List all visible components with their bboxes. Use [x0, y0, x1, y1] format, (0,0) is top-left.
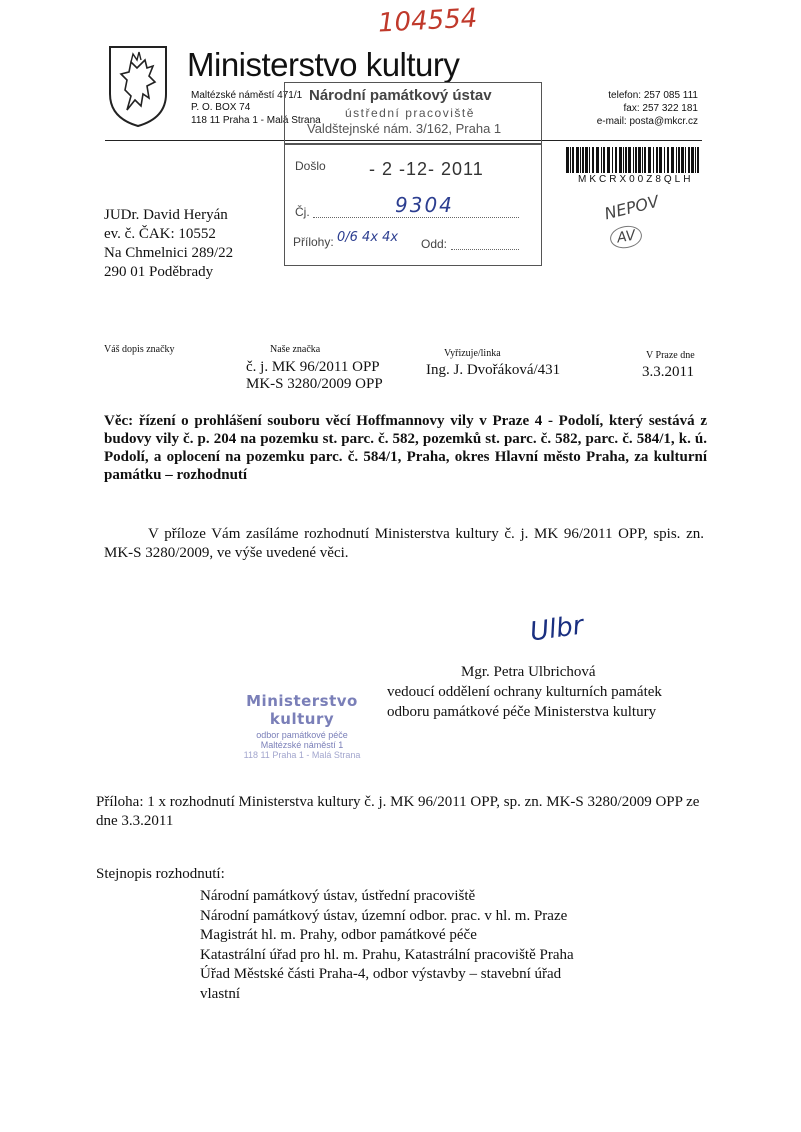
stamp-attachments-label: Přílohy:	[293, 235, 334, 249]
stamp-address: Valdštejnské nám. 3/162, Praha 1	[307, 121, 502, 136]
distribution-item: Národní památkový ústav, ústřední pracoviště	[200, 888, 476, 904]
distribution-item: Magistrát hl. m. Prahy, odbor památkové péče	[200, 927, 477, 943]
subject-line: Věc: řízení o prohlášení souboru věcí Hoffmannovy vily v Praze 4 - Podolí, který sestává z budovy vily č. p. 204 na pozemku st. parc. č. 582, pozemků st. parc. č. 582, parc. č. 584/1, k. ú. Podolí, a oplocení na pozemku parc. č. 584/1, Praha, okres Hlavní město Praha, za kulturní památku – rozhodnutí	[104, 413, 707, 483]
stamp-ref-number: 9304	[395, 193, 454, 217]
stamp-department-line	[451, 239, 519, 250]
distribution-item: Národní památkový ústav, územní odbor. prac. v hl. m. Praze	[200, 907, 568, 924]
distribution-item: Úřad Městské části Praha-4, odbor výstavby – stavební úřad	[200, 966, 562, 982]
distribution-item: vlastní	[200, 985, 240, 1002]
signatory-role: vedoucí oddělení ochrany kulturních památek	[387, 684, 662, 700]
signatory-name: Mgr. Petra Ulbrichová	[461, 664, 596, 680]
fax: fax: 257 322 181	[623, 103, 698, 114]
recipient-street: Na Chmelnici 289/22	[104, 245, 234, 261]
receipt-stamp	[284, 82, 542, 266]
ministry-stamp	[214, 692, 390, 766]
ministry-stamp-line: odbor památkové péče	[256, 730, 348, 740]
our-ref-number: č. j. MK 96/2011 OPP	[246, 359, 380, 375]
distribution-title: Stejnopis rozhodnutí:	[96, 866, 225, 882]
barcode	[566, 147, 702, 173]
phone: telefon: 257 085 111	[608, 90, 698, 101]
stamp-received-date: - 2 -12- 2011	[369, 159, 484, 179]
our-file-number: MK-S 3280/2009 OPP	[246, 376, 383, 392]
ministry-stamp-line: 118 11 Praha 1 - Malá Strana	[243, 750, 361, 760]
handwritten-note: NEPOV	[602, 191, 661, 224]
stamp-ref-label: Čj.	[295, 205, 310, 219]
letter-date: 3.3.2011	[642, 364, 694, 380]
handwritten-signature: Ulbr	[528, 610, 586, 648]
body-paragraph: V příloze Vám zasíláme rozhodnutí Ministerstva kultury č. j. MK 96/2011 OPP, spis. zn. MK-S 3280/2009, ve výše uvedené věci.	[104, 526, 704, 561]
our-ref-label: Naše značka	[270, 344, 321, 355]
coat-of-arms-logo	[107, 44, 169, 128]
address-line: 118 11 Praha 1 - Malá Strana	[191, 115, 321, 126]
handler-label: Vyřizuje/linka	[444, 348, 501, 359]
stamp-unit: ústřední pracoviště	[345, 106, 475, 120]
recipient-name: JUDr. David Heryán	[104, 207, 228, 223]
address-line: P. O. BOX 74	[191, 102, 251, 113]
email: e-mail: posta@mkcr.cz	[596, 116, 698, 127]
distribution-list	[200, 887, 574, 1004]
ministry-stamp-line: Maltézské náměstí 1	[260, 740, 344, 750]
recipient-city: 290 01 Poděbrady	[104, 264, 214, 280]
stamp-department-label: Odd:	[421, 237, 448, 251]
distribution-item: Katastrální úřad pro hl. m. Prahu, Katastrální pracoviště Praha	[200, 946, 574, 963]
barcode-text: MKCRX00Z8QLH	[578, 174, 694, 185]
ministry-stamp-title: Ministerstvo kultury	[246, 692, 358, 728]
ministry-title: Ministerstvo kultury	[187, 46, 460, 83]
your-ref-label: Váš dopis značky	[104, 344, 175, 355]
stamp-received-label: Došlo	[295, 159, 326, 173]
attachment-note: Příloha: 1 x rozhodnutí Ministerstva kultury č. j. MK 96/2011 OPP, sp. zn. MK-S 3280/2009 OPP ze dne 3.3.2011	[96, 794, 700, 829]
registration-number: 104554	[377, 3, 478, 39]
signatory-role: odboru památkové péče Ministerstva kultury	[387, 704, 657, 720]
stamp-organization: Národní památkový ústav	[309, 87, 492, 104]
address-line: Maltézské náměstí 471/1	[191, 90, 303, 101]
stamp-divider	[285, 143, 541, 145]
stamp-attachments-value: 0/6 4x 4x	[337, 230, 399, 245]
place-date-label: V Praze dne	[646, 350, 695, 361]
handwritten-initials: AV	[608, 223, 644, 250]
recipient-bar-id: ev. č. ČAK: 10552	[104, 226, 216, 242]
handler-name: Ing. J. Dvořáková/431	[426, 362, 561, 378]
